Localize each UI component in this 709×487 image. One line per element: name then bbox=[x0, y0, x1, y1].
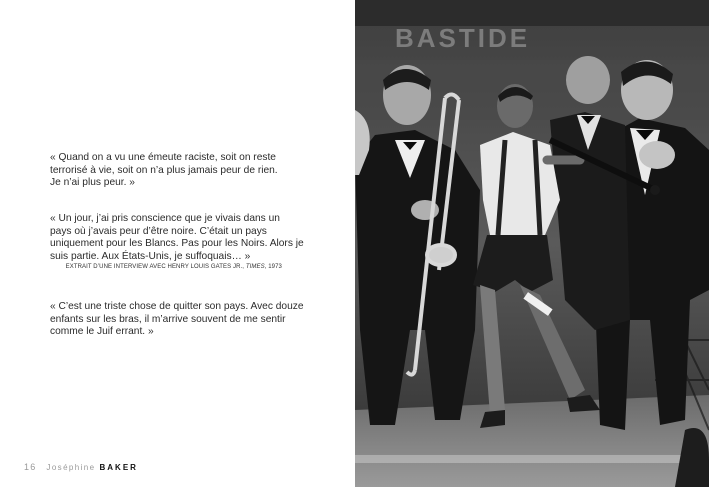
quote-2 bbox=[50, 213, 340, 263]
quote-1-line-2: terrorisé à vie, soit on n’a plus jamais peur de rien. bbox=[50, 164, 278, 176]
source-prefix: EXTRAIT D’UNE INTERVIEW AVEC HENRY LOUIS GATES JR., bbox=[65, 264, 246, 270]
sign-text: BASTIDE bbox=[395, 23, 531, 53]
quote-2-line-2: pays où j’avais peur d’être noire. C’était un pays bbox=[50, 225, 267, 237]
quote-2-line-1: « Un jour, j’ai pris conscience que je vivais dans un bbox=[50, 213, 280, 224]
quote-2-line-4: suis partie. Aux États-Unis, je suffoquais… » bbox=[50, 250, 251, 262]
page-footer bbox=[24, 462, 138, 472]
quote-3-line-2: enfants sur les bras, il m’arrive souvent de me sentir bbox=[50, 313, 286, 325]
quote-2-line-3: uniquement pour les Blancs. Pas pour les Noirs. Alors je bbox=[50, 238, 304, 249]
quote-3 bbox=[50, 301, 340, 339]
running-head-last-name: BAKER bbox=[99, 463, 138, 472]
quote-1 bbox=[50, 152, 340, 190]
stage-edge bbox=[355, 455, 709, 463]
quote-1-line-1: « Quand on a vu une émeute raciste, soit on reste bbox=[50, 152, 276, 163]
quote-1-line-3: Je n’ai plus peur. » bbox=[50, 177, 135, 188]
quote-source bbox=[50, 264, 282, 270]
page-number: 16 bbox=[24, 462, 37, 472]
quote-3-line-3: comme le Juif errant. » bbox=[50, 326, 154, 337]
photo-illustration bbox=[355, 0, 709, 487]
quote-3-line-1: « C’est une triste chose de quitter son pays. Avec douze bbox=[50, 301, 304, 312]
band-photograph bbox=[355, 0, 709, 487]
running-head-first-name: Joséphine bbox=[46, 463, 96, 472]
source-suffix: , 1973 bbox=[264, 264, 282, 270]
stage-floor bbox=[355, 395, 709, 487]
source-publication: TIMES bbox=[245, 264, 265, 270]
